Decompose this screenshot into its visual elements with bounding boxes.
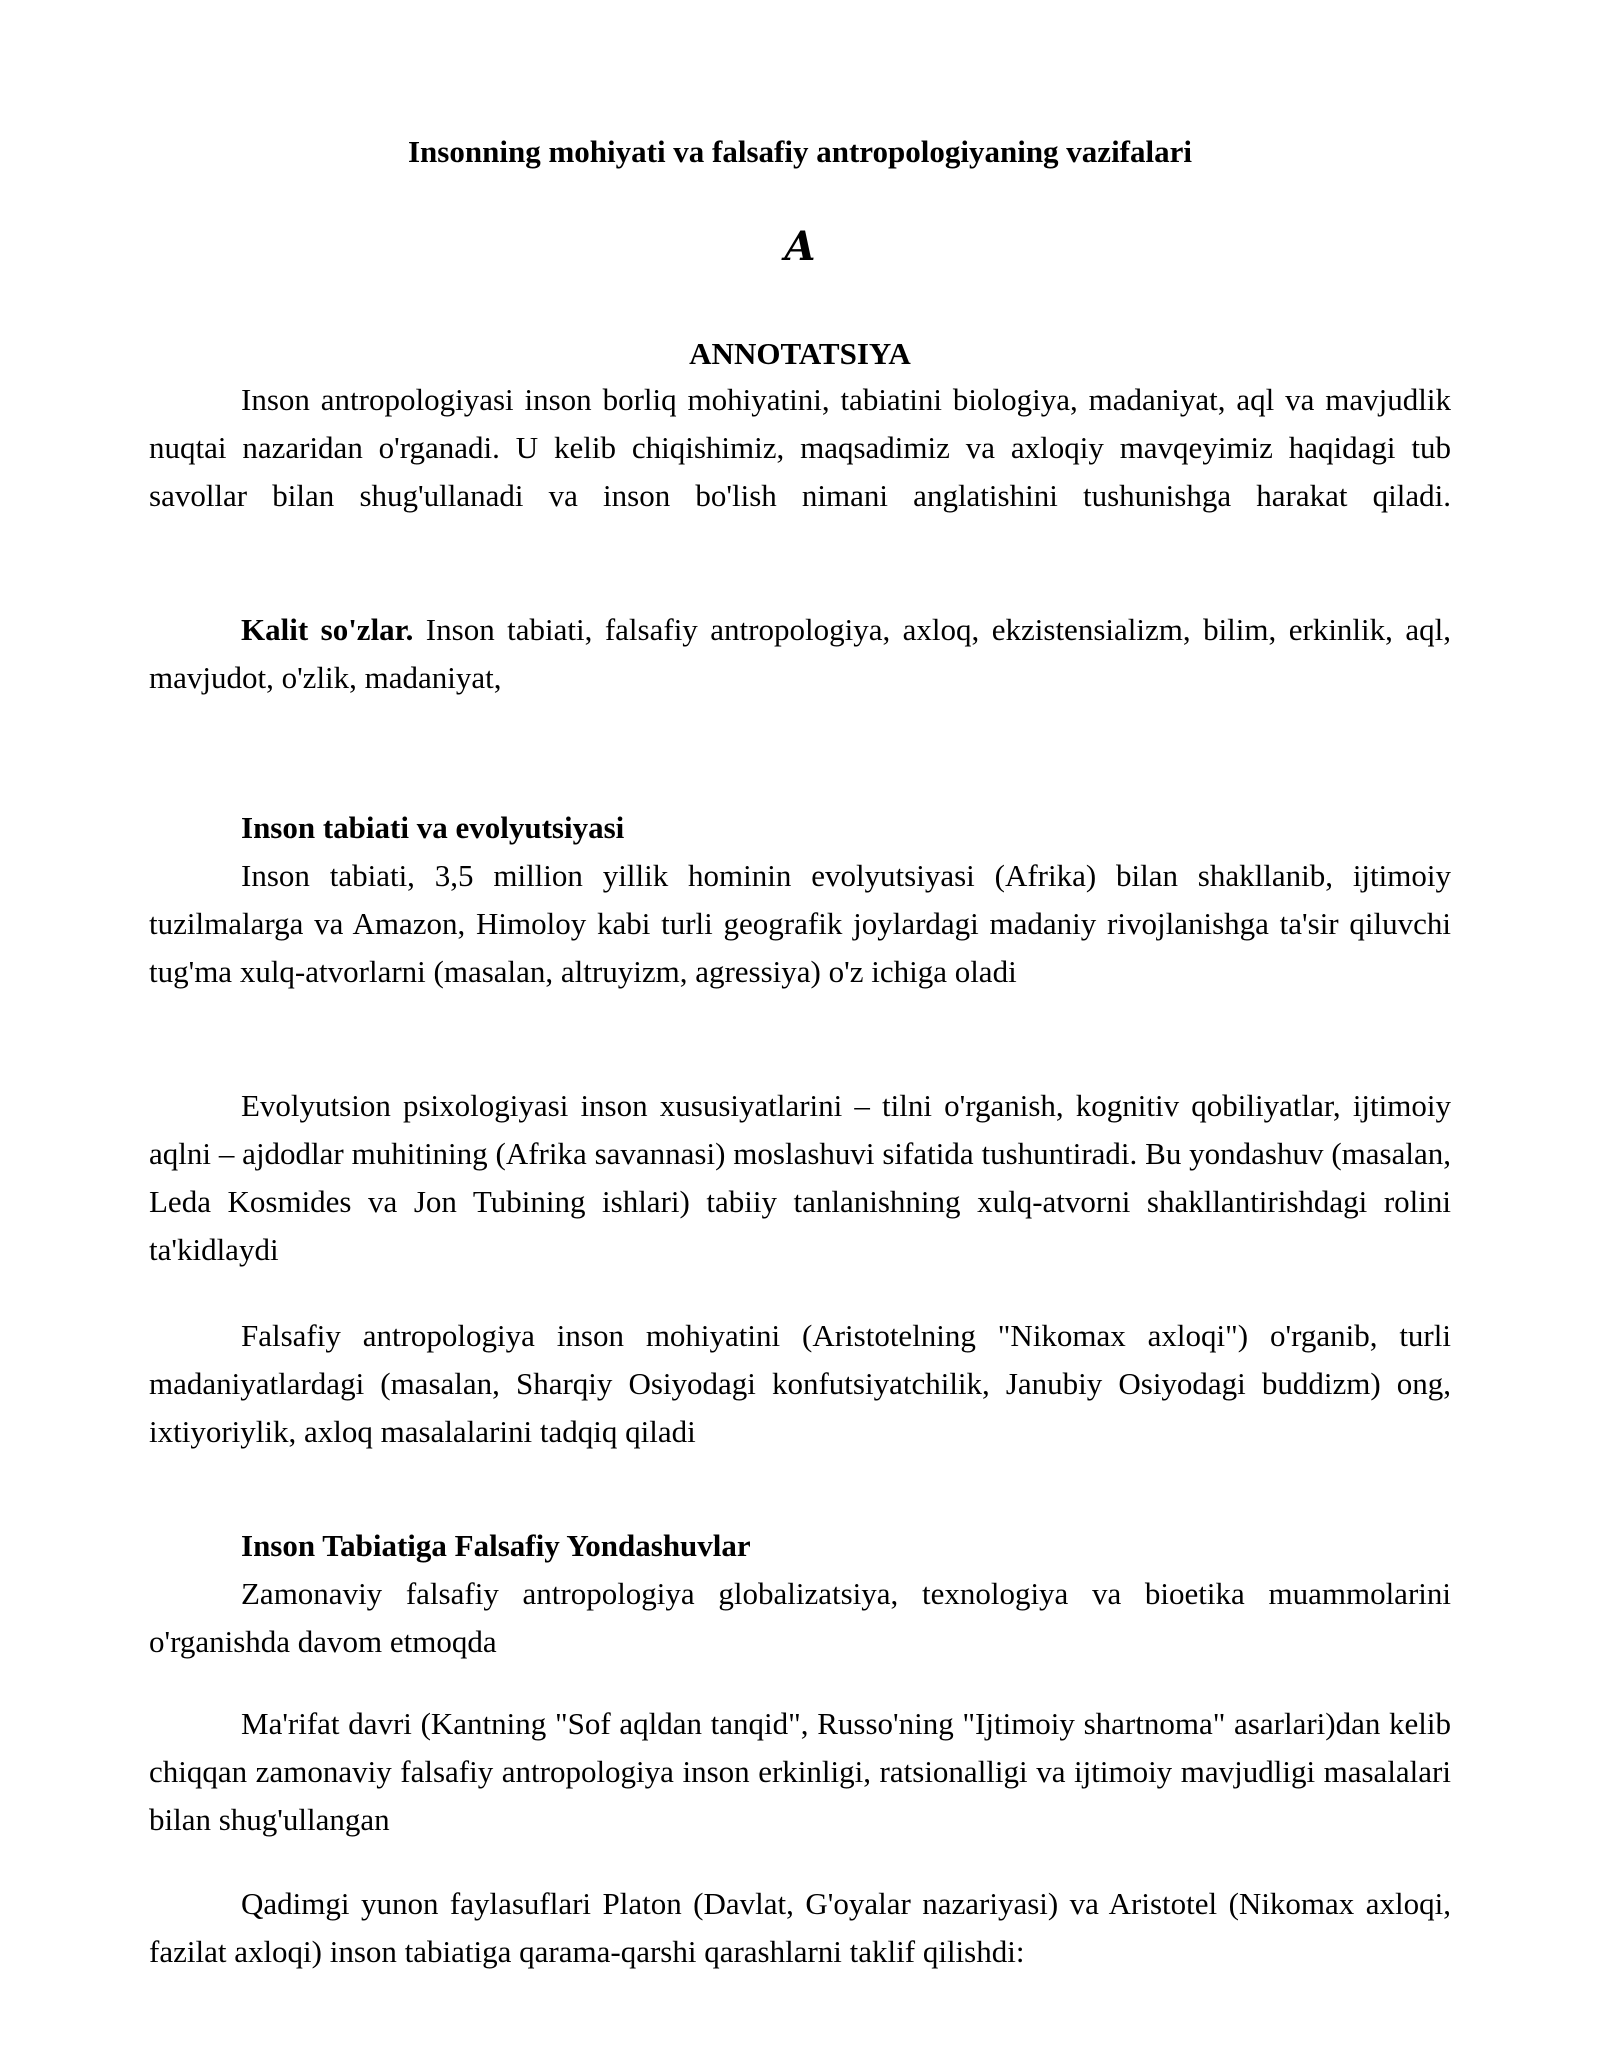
document-title: Insonning mohiyati va falsafiy antropologiyaning vazifalari xyxy=(407,134,1192,169)
logo-letter: A xyxy=(784,223,816,270)
document-page xyxy=(149,0,1451,2070)
paragraph-evolution-3: Falsafiy antropologiya inson mohiyatini (Aristotelning "Nikomax axloqi") o'rganib, turli madaniyatlardagi (masalan, Sharqiy Osiyodagi konfutsiyatchilik, Janubiy Osiyodagi buddizm) ong, ixtiyoriylik, axloq masalalarini tadqiq qiladi xyxy=(149,1318,1451,1449)
paragraph-approaches-3: Qadimgi yunon faylasuflari Platon (Davlat, G'oyalar nazariyasi) va Aristotel (Nikomax axloqi, fazilat axloqi) inson tabiatiga qarama-qarshi qarashlarni taklif qilishdi: xyxy=(149,1886,1451,1969)
keywords-paragraph xyxy=(149,606,1451,702)
paragraph-approaches-1: Zamonaviy falsafiy antropologiya globalizatsiya, texnologiya va bioetika muammolarini o'rganishda davom etmoqda xyxy=(149,1576,1451,1659)
annotation-paragraph: Inson antropologiyasi inson borliq mohiyatini, tabiatini biologiya, madaniyat, aql va mavjudlik nuqtai nazaridan o'rganadi. U kelib chiqishimiz, maqsadimiz va axloqiy mavqeyimiz haqidagi tub savollar bilan shug'ullanadi va inson bo'lish nimani anglatishini tushunishga harakat qiladi. xyxy=(149,382,1451,513)
paragraph-approaches-2: Ma'rifat davri (Kantning "Sof aqldan tanqid", Russo'ning "Ijtimoiy shartnoma" asarlari)dan kelib chiqqan zamonaviy falsafiy antropologiya inson erkinligi, ratsionalligi va ijtimoiy mavjudligi masalalari bilan shug'ullangan xyxy=(149,1706,1451,1837)
section-heading-approaches: Inson Tabiatiga Falsafiy Yondashuvlar xyxy=(241,1528,751,1563)
annotation-title: ANNOTATSIYA xyxy=(689,336,911,371)
paragraph-evolution-1: Inson tabiati, 3,5 million yillik hominin evolyutsiyasi (Afrika) bilan shakllanib, ijtimoiy tuzilmalarga va Amazon, Himoloy kabi turli geografik joylardagi madaniy rivojlanishga ta'sir qiluvchi tug'ma xulq-atvorlarni (masalan, altruyizm, agressiya) o'z ichiga oladi xyxy=(149,858,1451,989)
keywords-text: Inson tabiati, falsafiy antropologiya, axloq, ekzistensializm, bilim, erkinlik, aql, mavjudot, o'zlik, madaniyat, xyxy=(149,612,1451,695)
keywords-label: Kalit so'zlar. xyxy=(241,612,414,647)
paragraph-evolution-2: Evolyutsion psixologiyasi inson xususiyatlarini – tilni o'rganish, kognitiv qobiliyatlar, ijtimoiy aqlni – ajdodlar muhitining (Afrika savannasi) moslashuvi sifatida tushuntiradi. Bu yondashuv (masalan, Leda Kosmides va Jon Tubining ishlari) tabiiy tanlanishning xulq-atvorni shakllantirishdagi rolini ta'kidlaydi xyxy=(149,1088,1451,1267)
section-heading-evolution: Inson tabiati va evolyutsiyasi xyxy=(241,810,625,845)
